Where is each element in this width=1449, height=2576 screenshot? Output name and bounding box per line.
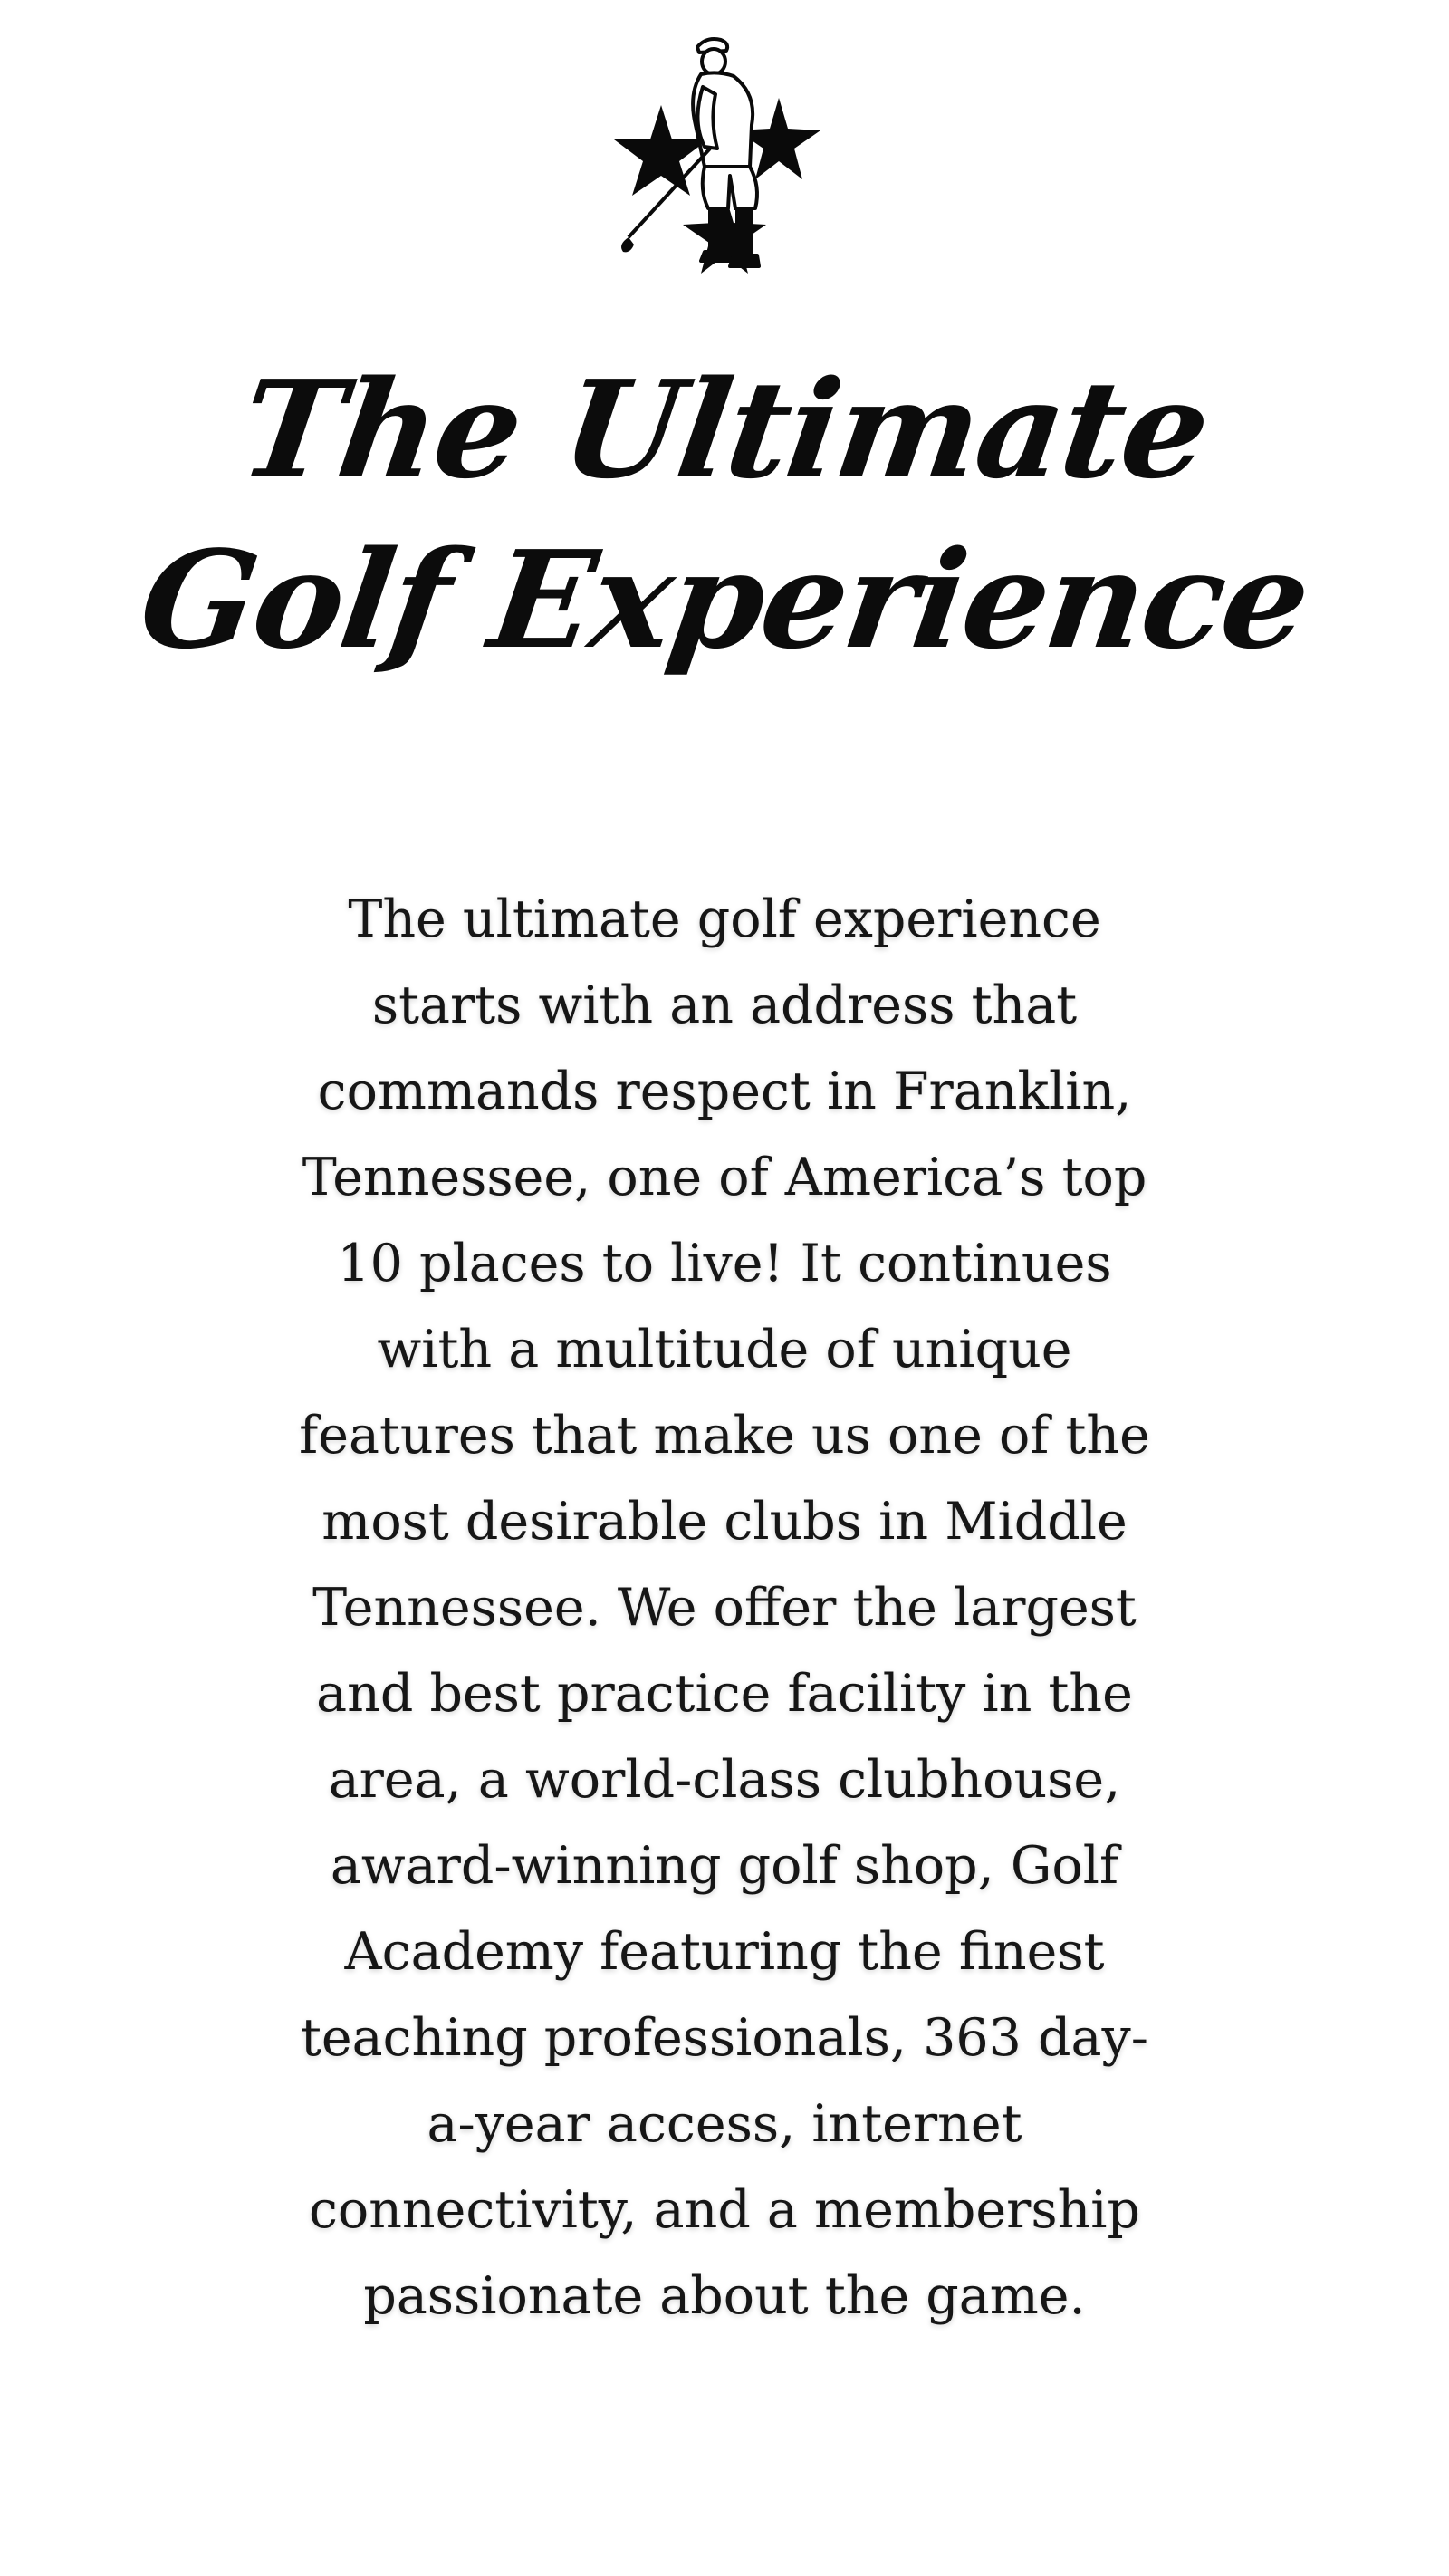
paragraph-line: starts with an address that (371, 976, 1078, 1035)
paragraph-line: with a multitude of unique (377, 1320, 1072, 1379)
title-line-1: The Ultimate (231, 351, 1218, 508)
paragraph-line: Tennessee, one of America’s top (302, 1148, 1147, 1207)
title-line-2: Golf Experience (131, 521, 1318, 678)
paragraph-line: 10 places to live! It continues (337, 1234, 1112, 1293)
page-title (0, 344, 1449, 685)
paragraph-line: Tennessee. We offer the largest (312, 1578, 1137, 1638)
paragraph-line: features that make us one of the (299, 1406, 1150, 1466)
paragraph-line: area, a world-class clubhouse, (328, 1750, 1121, 1810)
paragraph-line: The ultimate golf experience (348, 889, 1101, 949)
paragraph-line: most desirable clubs in Middle (321, 1492, 1128, 1552)
paragraph-line: connectivity, and a membership (308, 2180, 1141, 2240)
paragraph-line: and best practice facility in the (316, 1664, 1133, 1724)
paragraph-line: commands respect in Franklin, (317, 1062, 1132, 1121)
golfer-with-stars-icon (598, 31, 851, 293)
paragraph-line: passionate about the game. (363, 2266, 1086, 2326)
paragraph-line: teaching professionals, 363 day- (301, 2008, 1148, 2068)
intro-paragraph (272, 877, 1177, 2340)
paragraph-line: award-winning golf shop, Golf (330, 1836, 1119, 1896)
paragraph-line: Academy featuring the finest (344, 1922, 1105, 1982)
paragraph-line: a-year access, internet (427, 2094, 1022, 2154)
